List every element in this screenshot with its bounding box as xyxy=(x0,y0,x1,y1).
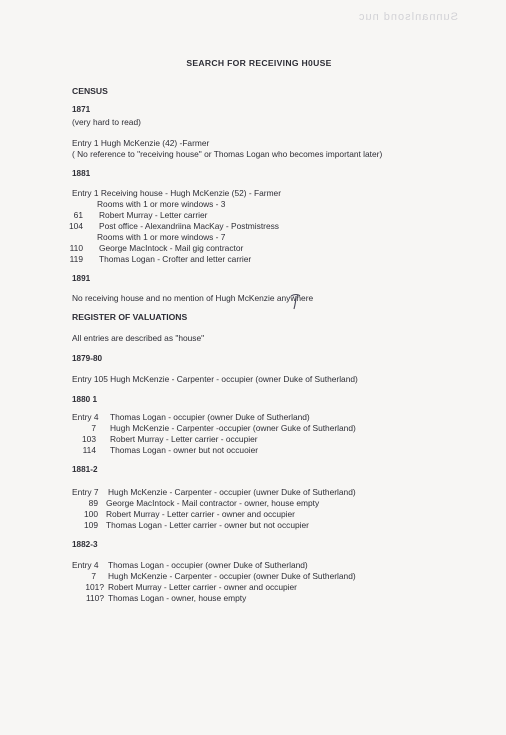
valuations-1880-row-text: Hugh McKenzie - Carpenter -occupier (owner Guke of Sutherland) xyxy=(110,423,356,433)
census-1881-entry1-sub: Rooms with 1 or more windows - 3 xyxy=(97,199,226,209)
valuations-1882-row-text: Thomas Logan - occupier (owner Duke of Sutherland) xyxy=(108,560,308,570)
census-1891-text: No receiving house and no mention of Hugh McKenzie anywhere xyxy=(72,293,314,303)
valuations-1882-row-num: 7 xyxy=(91,571,96,581)
valuations-1882-row-text: Thomas Logan - owner, house empty xyxy=(108,593,247,603)
census-1871-year: 1871 xyxy=(72,105,91,114)
document-title: SEARCH FOR RECEIVING H0USE xyxy=(186,58,332,68)
valuations-1880-row-text: Thomas Logan - occupier (owner Duke of Sutherland) xyxy=(110,412,310,422)
valuations-1879-year: 1879-80 xyxy=(72,354,103,363)
valuations-1880-row-text: Thomas Logan - owner but not occuoier xyxy=(110,445,259,455)
valuations-1881-row-text: Robert Murray - Letter carrier - owner and occupier xyxy=(106,509,295,519)
valuations-1880-row-text: Robert Murray - Letter carrier - occupier xyxy=(110,434,258,444)
valuations-1881-row-text: Thomas Logan - Letter carrier - owner but not occupier xyxy=(106,520,309,530)
valuations-1882-year: 1882-3 xyxy=(72,540,98,549)
census-1881-row-num: 104 xyxy=(69,221,83,231)
census-1881-row-num: 110 xyxy=(69,243,83,253)
valuations-1880-year: 1880 1 xyxy=(72,395,98,404)
valuations-heading: REGISTER OF VALUATIONS xyxy=(72,312,188,322)
census-1881-entry1: Entry 1 Receiving house - Hugh McKenzie (52) - Farmer xyxy=(72,188,281,198)
valuations-1880-row-num: 114 xyxy=(82,445,96,455)
census-1871-entry: Entry 1 Hugh McKenzie (42) -Farmer xyxy=(72,138,210,148)
valuations-1881-row-text: George MacIntock - Mail contractor - owner, house empty xyxy=(106,498,320,508)
census-1881-row-text: George MacIntock - Mail gig contractor xyxy=(99,243,244,253)
census-1881-row-text: Post office - Alexandriina MacKay - Postmistress xyxy=(99,221,279,231)
valuations-1882-row-num: 110? xyxy=(85,593,104,603)
census-1871-remark: ( No reference to "receiving house" or Thomas Logan who becomes important later) xyxy=(72,149,383,159)
valuations-intro: All entries are described as "house" xyxy=(72,333,205,343)
valuations-1880-row-num: 103 xyxy=(82,434,96,444)
valuations-1881-row-num: 89 xyxy=(88,498,98,508)
census-1881-row-num: 61 xyxy=(73,210,83,220)
valuations-1881-row-num: 109 xyxy=(84,520,98,530)
valuations-1882-row-text: Hugh McKenzie - Carpenter - occupier (owner Duke of Sutherland) xyxy=(108,571,356,581)
valuations-1881-year: 1881-2 xyxy=(72,465,98,474)
valuations-1880-row-num: 7 xyxy=(91,423,96,433)
valuations-1881-row-text: Hugh McKenzie - Carpenter - occupier (uwner Duke of Sutherland) xyxy=(108,487,356,497)
handwritten-mark xyxy=(288,290,302,312)
census-1891-year: 1891 xyxy=(72,274,91,283)
valuations-1882-row-text: Robert Murray - Letter carrier - owner and occupier xyxy=(108,582,297,592)
valuations-1882-row-num: 101? xyxy=(85,582,104,592)
valuations-1881-row-num: 100 xyxy=(84,509,98,519)
valuations-1879-entry: Entry 105 Hugh McKenzie - Carpenter - occupier (owner Duke of Sutherland) xyxy=(72,374,358,384)
census-1881-row-text: Rooms with 1 or more windows - 7 xyxy=(97,232,226,242)
bleed-through-text: Sunnanlsond nuc xyxy=(357,11,458,23)
valuations-1881-entry-word: Entry 7 xyxy=(72,487,99,497)
census-1881-year: 1881 xyxy=(72,169,91,178)
census-1871-note: (very hard to read) xyxy=(72,117,141,127)
census-1881-row-text: Thomas Logan - Crofter and letter carrier xyxy=(99,254,252,264)
census-heading: CENSUS xyxy=(72,86,108,96)
census-1881-row-num: 119 xyxy=(69,254,83,264)
valuations-1882-entry-word: Entry 4 xyxy=(72,560,99,570)
census-1881-row-text: Robert Murray - Letter carrier xyxy=(99,210,208,220)
valuations-1880-entry-word: Entry 4 xyxy=(72,412,99,422)
